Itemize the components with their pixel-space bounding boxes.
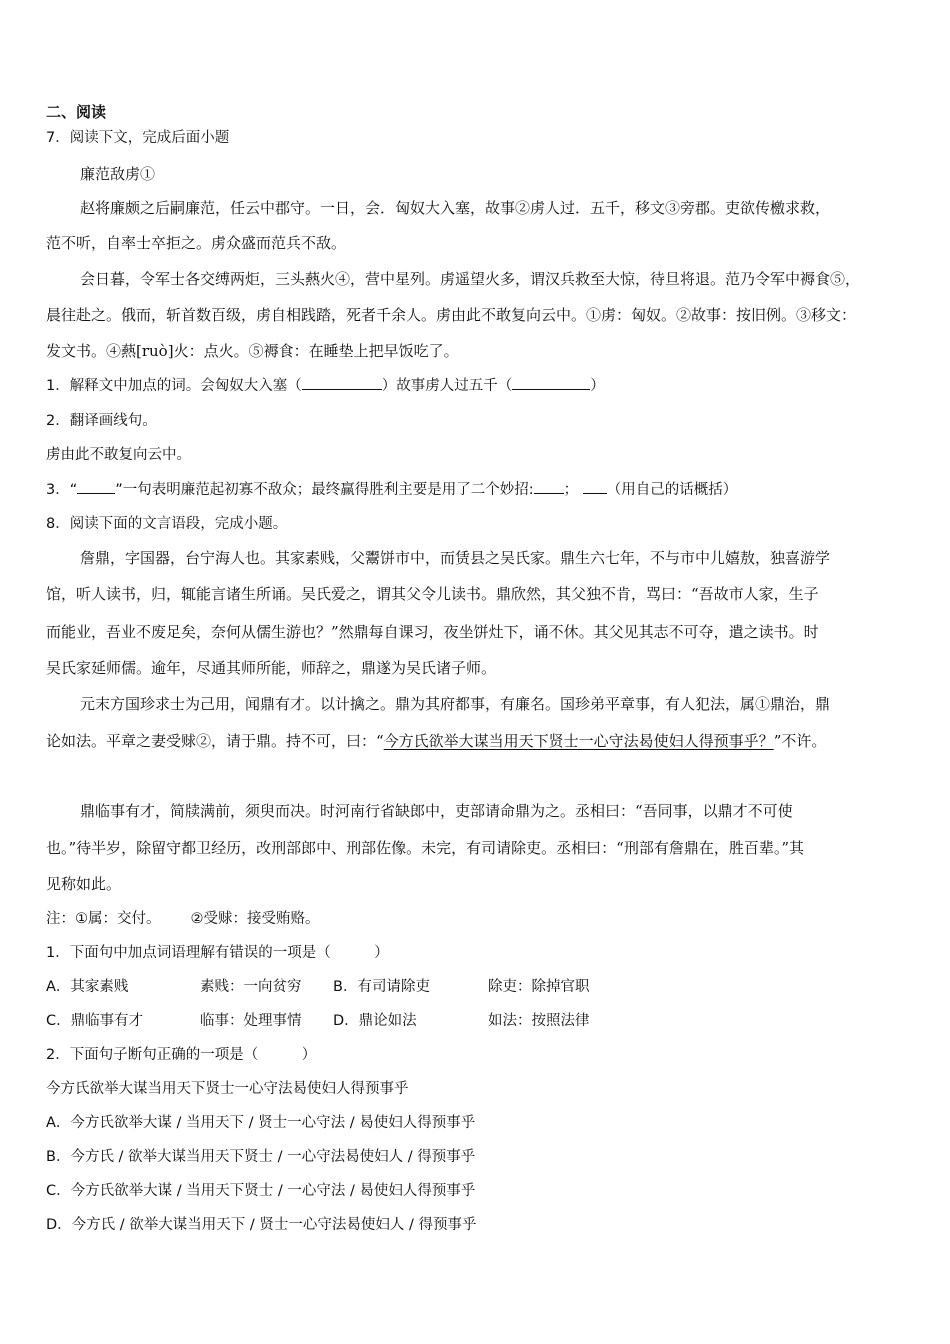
q8-para3-line3: 见称如此。 bbox=[46, 875, 122, 893]
q7-sub1-mid: ）故事虏人过五千（ bbox=[381, 378, 513, 394]
q8-para3-line2: 也。”待半岁，除留守都卫经历，改刑部郎中、刑部佐像。未完，有司请除吏。丞相曰：“刑部有詹鼎在，胜百辈。”其 bbox=[46, 839, 805, 857]
q8-sub1-option-d[interactable]: D．鼎论如法 bbox=[333, 1013, 417, 1029]
q8-sub1-option-a[interactable]: A．其家素贱 bbox=[46, 979, 129, 995]
q8-para2-line2 bbox=[46, 731, 826, 751]
q7-passage-title: 廉范敌虏① bbox=[80, 165, 156, 183]
q8-note-2: ②受赇：接受贿赂。 bbox=[190, 911, 320, 927]
q8-sub1-option-a-gloss: 素贱：一向贫穷 bbox=[200, 979, 302, 995]
q7-para2-line2: 晨往赴之。俄而，斩首数百级，虏自相践踏，死者千余人。虏由此不敢复向云中。①虏：匈奴。②故事：按旧例。③移文： bbox=[46, 306, 857, 324]
q7-sub3 bbox=[46, 479, 737, 500]
q7-sub1-blank-1[interactable] bbox=[302, 375, 382, 390]
q7-sub3-mid: ”一句表明廉范起初寡不敌众；最终赢得胜利主要是用了二个妙招: bbox=[115, 482, 534, 498]
q7-sub3-blank-1[interactable] bbox=[77, 479, 115, 494]
section-title: 二、阅读 bbox=[46, 103, 107, 121]
q8-sub2-sentence: 今方氏欲举大谋当用天下贤士一心守法曷使妇人得预事乎 bbox=[46, 1081, 409, 1097]
q8-para2-post: ”不许。 bbox=[773, 732, 827, 750]
q7-sub3-end: （用自己的话概括） bbox=[606, 482, 738, 498]
q8-para2-line1: 元末方国珍求士为己用，闻鼎有才。以计擒之。鼎为其府都事，有廉名。国珍弟平章事，有人犯法，属①鼎治，鼎 bbox=[80, 695, 831, 713]
q8-para2-pre: 论如法。平章之妻受赇②，请于鼎。持不可，曰：“ bbox=[46, 732, 384, 750]
q7-para2-line1: 会日暮，令军士各交缚两炬，三头爇火④，营中星列。虏遥望火多，谓汉兵救至大惊，待旦将退。范乃令军中褥食⑤， bbox=[80, 270, 861, 288]
q7-sub2: 2．翻译画线句。 bbox=[46, 413, 157, 429]
q8-sub2-option-c[interactable]: C．今方氏欲举大谋 / 当用天下贤士 / 一心守法 / 曷使妇人得预事乎 bbox=[46, 1183, 476, 1199]
q7-sub3-sep: ； bbox=[563, 482, 579, 498]
q8-sub1-option-b[interactable]: B．有司请除吏 bbox=[333, 979, 430, 995]
q8-underlined-sentence: 今方氏欲举大谋当用天下贤士一心守法曷使妇人得预事乎？ bbox=[383, 732, 774, 750]
q8-para1-line1: 詹鼎，字国器，台宁海人也。其家素贱，父鬻饼市中，而赁县之吴氏家。鼎生六七年，不与市中儿嬉敖，独喜游学 bbox=[80, 549, 831, 567]
q8-para1-line3: 而能业，吾业不废足矣，奈何从儒生游也？”然鼎每自课习，夜坐饼灶下，诵不休。其父见其志不可夺，遣之读书。时 bbox=[46, 623, 819, 641]
q7-sub3-pre: 3．“ bbox=[46, 482, 78, 498]
q7-sub1 bbox=[46, 375, 605, 396]
q8-sub2-option-d[interactable]: D．今方氏 / 欲举大谋当用天下 / 贤士一心守法曷使妇人 / 得预事乎 bbox=[46, 1217, 477, 1233]
q7-para2-line3: 发文书。④爇[ruò]火：点火。⑤褥食：在睡垫上把早饭吃了。 bbox=[46, 342, 459, 360]
q8-notes bbox=[46, 909, 320, 929]
q8-sub2-option-a[interactable]: A．今方氏欲举大谋 / 当用天下 / 贤士一心守法 / 曷使妇人得预事乎 bbox=[46, 1115, 476, 1131]
q8-sub2-option-b[interactable]: B．今方氏 / 欲举大谋当用天下贤士 / 一心守法曷使妇人 / 得预事乎 bbox=[46, 1149, 476, 1165]
q7-para1-line1: 赵将廉颇之后嗣廉范，任云中郡守。一日，会．匈奴大入塞，故事②虏人过．五千，移文③旁郡。吏欲传檄求救， bbox=[80, 199, 831, 217]
q7-sub3-blank-3[interactable] bbox=[583, 479, 607, 494]
q8-sub2: 2．下面句子断句正确的一项是（ ） bbox=[46, 1047, 317, 1063]
q7-prompt: 7．阅读下文，完成后面小题 bbox=[46, 130, 230, 146]
q8-para3-line1: 鼎临事有才，简牍满前，须臾而决。时河南行省缺郎中，吏部请命鼎为之。丞相曰：“吾同事，以鼎才不可使 bbox=[80, 802, 793, 820]
q8-sub1-option-b-gloss: 除吏：除掉官职 bbox=[488, 979, 590, 995]
q8-note-1: 注：①属：交付。 bbox=[46, 911, 161, 927]
q7-para1-line2: 范不听，自率士卒拒之。虏众盛而范兵不敌。 bbox=[46, 234, 347, 252]
q8-para1-line2: 馆，听人读书，归，辄能言诸生所诵。吴氏爱之，谓其父令儿读书。鼎欣然，其父独不肯，骂曰：“吾故市人家，生子 bbox=[46, 585, 819, 603]
q8-sub1-option-c-gloss: 临事：处理事情 bbox=[200, 1013, 302, 1029]
q8-sub1-option-c[interactable]: C．鼎临事有才 bbox=[46, 1013, 144, 1029]
q8-prompt: 8．阅读下面的文言语段，完成小题。 bbox=[46, 516, 288, 532]
q8-para1-line4: 吴氏家延师儒。逾年，尽通其师所能，师辞之，鼎遂为吴氏诸子师。 bbox=[46, 659, 497, 677]
q7-sub2-sentence: 虏由此不敢复向云中。 bbox=[46, 447, 191, 463]
q7-sub3-blank-2[interactable] bbox=[534, 479, 564, 494]
q7-sub1-pre: 1．解释文中加点的词。会匈奴大入塞（ bbox=[46, 378, 302, 394]
q8-sub1-option-d-gloss: 如法：按照法律 bbox=[488, 1013, 590, 1029]
q7-sub1-blank-2[interactable] bbox=[512, 375, 590, 390]
q8-sub1: 1．下面句中加点词语理解有错误的一项是（ ） bbox=[46, 945, 389, 961]
q7-sub1-end: ） bbox=[590, 378, 605, 394]
